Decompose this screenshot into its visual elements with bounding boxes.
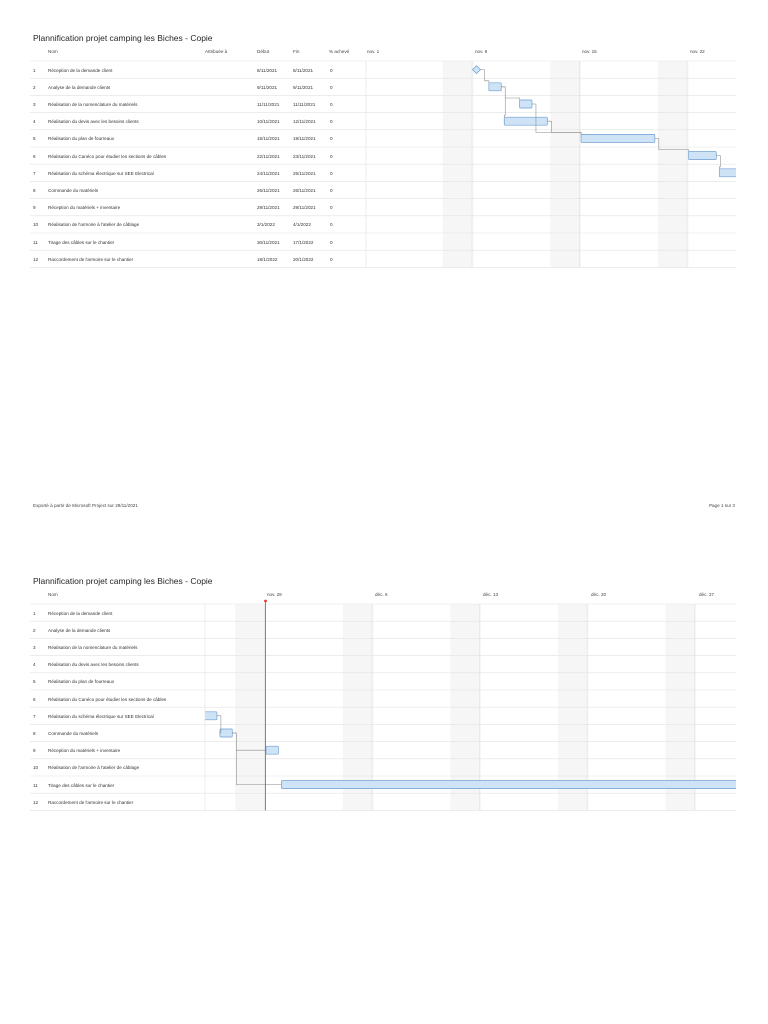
task-id: 1 (33, 67, 36, 73)
task-start: 22/11/2021 (257, 153, 280, 159)
task-name: Réception du matériels + inventaire (48, 748, 121, 754)
page-2-title: Plannification projet camping les Biches - Copie (33, 576, 213, 586)
task-id: 5 (33, 136, 36, 142)
task-bar (281, 781, 768, 789)
task-pct: 0 (330, 187, 333, 193)
task-bar (220, 729, 232, 737)
task-start: 24/11/2021 (257, 170, 280, 176)
task-end: 9/11/2021 (293, 84, 314, 90)
task-end: 26/11/2021 (293, 187, 316, 193)
task-name: Réalisation du Canéco pour étudier les sections de câbles (48, 153, 167, 159)
task-pct: 0 (330, 119, 333, 125)
header-nom: Nom (48, 49, 58, 54)
task-id: 6 (33, 153, 36, 159)
task-start: 11/11/2021 (257, 101, 280, 107)
task-name: Réalisation de la nomenclature du matériels (48, 101, 138, 107)
week-label: nov. 8 (475, 49, 488, 54)
task-id: 11 (33, 782, 38, 788)
task-name: Commande du matériels (48, 187, 99, 193)
header-debut: Début (257, 49, 270, 54)
task-id: 10 (33, 765, 39, 771)
task-name: Réalisation de la nomenclature du matériels (48, 644, 138, 650)
task-bar (266, 746, 278, 754)
header-fin: Fin (293, 49, 300, 54)
task-name: Réalisation du plan de fourreaux (48, 679, 115, 685)
task-end: 4/1/2022 (293, 222, 311, 228)
task-bar (189, 712, 217, 720)
task-id: 12 (33, 799, 39, 805)
task-pct: 0 (330, 256, 333, 262)
task-id: 8 (33, 187, 36, 193)
footer-page: Page 1 sur 3 (708, 503, 735, 508)
task-pct: 0 (330, 205, 333, 211)
task-name: Commande du matériels (48, 730, 99, 736)
task-end: 23/11/2021 (293, 153, 316, 159)
task-end: 17/1/2022 (293, 239, 314, 245)
task-name: Réalisation du plan de fourreaux (48, 136, 115, 142)
week-label: déc. 13 (483, 592, 499, 597)
week-label: nov. 29 (267, 592, 282, 597)
task-start: 30/11/2021 (257, 239, 280, 245)
task-id: 9 (33, 205, 36, 211)
header-nom: Nom (48, 592, 58, 597)
task-id: 5 (33, 679, 36, 685)
task-start: 9/11/2021 (257, 84, 278, 90)
task-name: Réalisation de l'armoire à l'atelier de câblage (48, 222, 140, 228)
week-label: déc. 6 (375, 592, 388, 597)
week-label: nov. 15 (582, 49, 597, 54)
task-id: 7 (33, 713, 36, 719)
task-name: Réalisation du Canéco pour étudier les sections de câbles (48, 696, 167, 702)
task-pct: 0 (330, 239, 333, 245)
task-id: 3 (33, 101, 36, 107)
task-end: 20/1/2022 (293, 256, 314, 262)
task-name: Réalisation du schéma électrique sur SEE Electrical (48, 170, 154, 176)
task-end: 25/11/2021 (293, 170, 316, 176)
task-start: 26/11/2021 (257, 187, 280, 193)
today-marker (264, 600, 267, 603)
task-end: 19/11/2021 (293, 136, 316, 142)
task-id: 3 (33, 644, 36, 650)
task-name: Réalisation du schéma électrique sur SEE Electrical (48, 713, 154, 719)
task-id: 6 (33, 696, 36, 702)
task-name: Réalisation du devis avec les besoins clients (48, 119, 139, 125)
task-id: 9 (33, 748, 36, 754)
task-id: 8 (33, 730, 36, 736)
task-pct: 0 (330, 153, 333, 159)
page-1-title: Plannification projet camping les Biches - Copie (33, 33, 213, 43)
task-name: Analyse de la demande clients (48, 84, 111, 90)
week-label: déc. 27 (699, 592, 715, 597)
task-pct: 0 (330, 101, 333, 107)
task-pct: 0 (330, 170, 333, 176)
task-name: Réception du matériels + inventaire (48, 205, 121, 211)
task-id: 1 (33, 610, 36, 616)
task-end: 11/11/2021 (293, 101, 316, 107)
task-name: Tirage des câbles sur le chantier (48, 239, 115, 245)
task-id: 12 (33, 256, 39, 262)
week-label: nov. 22 (690, 49, 705, 54)
task-name: Réception de la demande client (48, 610, 113, 616)
task-id: 10 (33, 222, 39, 228)
task-end: 8/11/2021 (293, 67, 314, 73)
task-id: 4 (33, 662, 36, 668)
task-pct: 0 (330, 136, 333, 142)
task-pct: 0 (330, 222, 333, 228)
week-label: nov. 1 (367, 49, 380, 54)
task-name: Raccordement de l'armoire sur le chantier (48, 256, 134, 262)
footer-export: Exporté à partir de Microsoft Project sur 28/11/2021 (33, 503, 138, 508)
task-start: 3/1/2022 (257, 222, 275, 228)
header-attribuee: Attribuée à (205, 49, 228, 54)
task-start: 10/11/2021 (257, 119, 280, 125)
week-label: déc. 20 (591, 592, 607, 597)
task-name: Tirage des câbles sur le chantier (48, 782, 115, 788)
header-pct: % achevé (329, 49, 350, 54)
task-id: 7 (33, 170, 36, 176)
task-name: Réalisation du devis avec les besoins clients (48, 662, 139, 668)
task-id: 2 (33, 84, 36, 90)
task-end: 12/11/2021 (293, 119, 316, 125)
task-start: 15/11/2021 (257, 136, 280, 142)
task-end: 29/11/2021 (293, 205, 316, 211)
task-name: Réception de la demande client (48, 67, 113, 73)
task-name: Raccordement de l'armoire sur le chantier (48, 799, 134, 805)
task-id: 4 (33, 119, 36, 125)
task-id: 2 (33, 627, 36, 633)
task-start: 8/11/2021 (257, 67, 278, 73)
task-name: Analyse de la demande clients (48, 627, 111, 633)
task-start: 18/1/2022 (257, 256, 278, 262)
task-start: 29/11/2021 (257, 205, 280, 211)
task-pct: 0 (330, 67, 333, 73)
task-name: Réalisation de l'armoire à l'atelier de câblage (48, 765, 140, 771)
task-id: 11 (33, 239, 38, 245)
task-pct: 0 (330, 84, 333, 90)
